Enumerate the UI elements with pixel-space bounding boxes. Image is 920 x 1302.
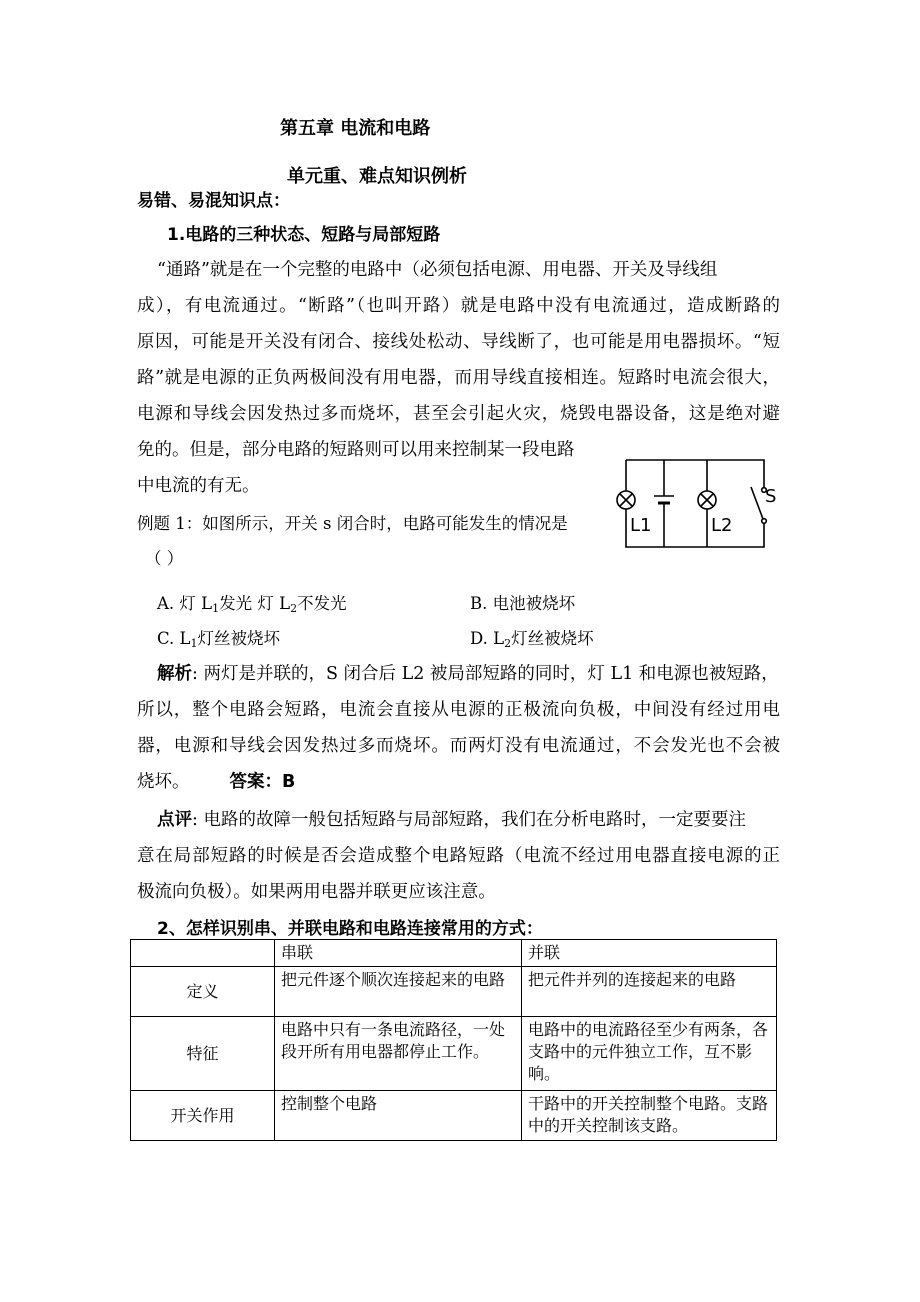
example-blank: （ ） <box>145 549 184 568</box>
lamp-l1-icon <box>617 491 635 509</box>
option-b: B. 电池被烧坏 <box>470 594 576 613</box>
table-header-cell: 并联 <box>522 940 777 967</box>
para-line-5: 电源和导线会因发热过多而烧坏，甚至会引起火灾，烧毁电器设备，这是绝对避 <box>137 404 780 424</box>
para-line-7: 中电流的有无。 <box>137 476 260 496</box>
table-cell: 电路中只有一条电流路径，一处段开所有用电器都停止工作。 <box>275 1017 522 1091</box>
circuit-diagram <box>610 454 780 554</box>
para-line-4: 路”就是电源的正负两极间没有用电器，而用导线直接相连。短路时电流会很大， <box>137 368 780 388</box>
unit-subtitle: 单元重、难点知识例析 <box>287 166 467 187</box>
analysis-line-2: 所以，整个电路会短路，电流会直接从电源的正极流向负极，中间没有经过用电 <box>137 700 780 720</box>
table-header-row <box>131 940 777 967</box>
analysis-line-3: 器，电源和导线会因发热过多而烧坏。而两灯没有电流通过，不会发光也不会被 <box>137 736 780 756</box>
para-line-2: 成），有电流通过。“断路”（也叫开路）就是电路中没有电流通过，造成断路的 <box>137 296 780 316</box>
table-cell: 电路中的电流路径至少有两条，各支路中的元件独立工作，互不影响。 <box>522 1017 777 1091</box>
table-row-name: 定义 <box>131 967 275 1017</box>
comment-line-1: 点评: 电路的故障一般包括短路与局部短路，我们在分析电路时，一定要要注 <box>157 810 746 830</box>
table-row <box>131 967 777 1017</box>
analysis-line-1: 解析: 两灯是并联的，S 闭合后 L2 被局部短路的同时，灯 L1 和电源也被短路， <box>157 664 779 684</box>
para-line-6: 免的。但是，部分电路的短路则可以用来控制某一段电路 <box>137 440 575 460</box>
topic2-heading: 2、怎样识别串、并联电路和电路连接常用的方式： <box>157 919 543 939</box>
option-a: A. 灯 $L_1$发光 灯 $L_2$不发光 <box>157 594 347 615</box>
topic1-heading: 1.电路的三种状态、短路与局部短路 <box>167 225 441 245</box>
analysis-line-4: 烧坏。 答案：B <box>137 772 296 792</box>
section-heading: 易错、易混知识点： <box>137 191 290 211</box>
table-row <box>131 1017 777 1091</box>
chapter-title: 第五章 电流和电路 <box>280 118 431 139</box>
top-wire <box>626 460 764 488</box>
option-c: C. $L_1$灯丝被烧坏 <box>157 629 280 650</box>
table-header-cell: 串联 <box>275 940 522 967</box>
battery-icon <box>654 460 674 547</box>
switch-s-icon <box>751 487 766 523</box>
label-l2: L2 <box>711 515 733 536</box>
table-cell: 干路中的开关控制整个电路。支路中的开关控制该支路。 <box>522 1091 777 1141</box>
comment-line-2: 意在局部短路的时候是否会造成整个电路短路（电流不经过用电器直接电源的正 <box>137 846 780 866</box>
option-d: D. $L_2$灯丝被烧坏 <box>470 629 594 650</box>
table-row <box>131 1091 777 1141</box>
para-line-1: “通路”就是在一个完整的电路中（必须包括电源、用电器、开关及导线组 <box>157 260 718 280</box>
table-row-name: 开关作用 <box>131 1091 275 1141</box>
para-line-3: 原因，可能是开关没有闭合、接线处松动、导线断了，也可能是用电器损坏。“短 <box>137 332 780 352</box>
table-header-cell <box>131 940 275 967</box>
comparison-table <box>130 939 777 1141</box>
table-cell: 把元件并列的连接起来的电路 <box>522 967 777 1017</box>
label-s: S <box>765 486 777 507</box>
table-row-name: 特征 <box>131 1017 275 1091</box>
answer: 答案：B <box>229 772 296 792</box>
comment-line-3: 极流向负极）。如果两用电器并联更应该注意。 <box>137 882 496 902</box>
example-question: 例题 1：如图所示，开关 s 闭合时，电路可能发生的情况是 <box>137 514 568 533</box>
table-cell: 控制整个电路 <box>275 1091 522 1141</box>
table-cell: 把元件逐个顺次连接起来的电路 <box>275 967 522 1017</box>
label-l1: L1 <box>630 515 652 536</box>
